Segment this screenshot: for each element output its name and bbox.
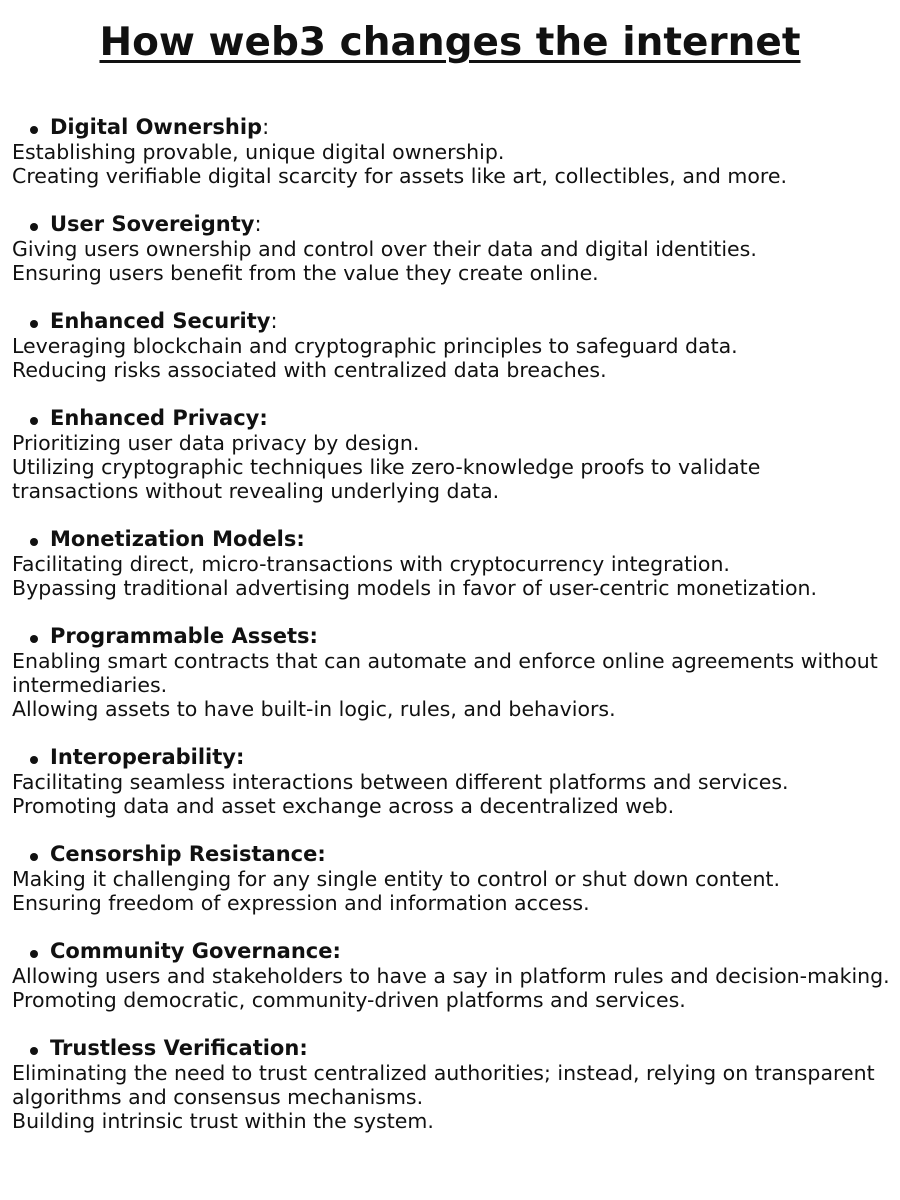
section-programmable-assets — [12, 624, 892, 721]
section-heading — [12, 842, 892, 867]
section-line: Enabling smart contracts that can automate and enforce online agreements without intermediaries. — [12, 649, 878, 697]
section-heading-suffix: : — [262, 115, 270, 139]
section-heading-text: Enhanced Security — [50, 309, 271, 333]
section-heading-text: User Sovereignty — [50, 212, 255, 236]
section-user-sovereignty — [12, 212, 892, 285]
section-line: Promoting democratic, community-driven platforms and services. — [12, 988, 686, 1012]
section-enhanced-privacy — [12, 406, 892, 503]
section-line: Ensuring users benefit from the value they create online. — [12, 261, 599, 285]
section-censorship-resistance — [12, 842, 892, 915]
bullet-icon — [30, 950, 38, 958]
section-line: Eliminating the need to trust centralized authorities; instead, relying on transparent algorithms and consensus mechanisms. — [12, 1061, 875, 1109]
section-heading — [12, 115, 892, 140]
section-heading — [12, 624, 892, 649]
bullet-icon — [30, 853, 38, 861]
section-heading-text: Digital Ownership — [50, 115, 263, 139]
page-title: How web3 changes the internet — [99, 20, 801, 65]
section-line: Facilitating seamless interactions between different platforms and services. — [12, 770, 789, 794]
section-enhanced-security — [12, 309, 892, 382]
bullet-icon — [30, 126, 38, 134]
section-line: Promoting data and asset exchange across a decentralized web. — [12, 794, 675, 818]
bullet-icon — [30, 417, 38, 425]
section-heading — [12, 939, 892, 964]
section-line: Prioritizing user data privacy by design. — [12, 431, 420, 455]
bullet-icon — [30, 223, 38, 231]
section-line: Giving users ownership and control over their data and digital identities. — [12, 237, 757, 261]
section-line: Ensuring freedom of expression and information access. — [12, 891, 590, 915]
section-heading — [12, 406, 892, 431]
section-line: Building intrinsic trust within the system. — [12, 1109, 434, 1133]
section-line: Leveraging blockchain and cryptographic principles to safeguard data. — [12, 334, 738, 358]
section-heading — [12, 309, 892, 334]
section-line: Facilitating direct, micro-transactions with cryptocurrency integration. — [12, 552, 730, 576]
section-heading-text: Community Governance: — [50, 939, 341, 963]
section-line: Making it challenging for any single entity to control or shut down content. — [12, 867, 780, 891]
bullet-icon — [30, 635, 38, 643]
bullet-icon — [30, 320, 38, 328]
section-heading-text: Programmable Assets: — [50, 624, 318, 648]
section-line: Reducing risks associated with centralized data breaches. — [12, 358, 607, 382]
section-heading — [12, 527, 892, 552]
bullet-icon — [30, 756, 38, 764]
section-heading-text: Enhanced Privacy: — [50, 406, 268, 430]
section-line: Allowing users and stakeholders to have a say in platform rules and decision-making. — [12, 964, 890, 988]
section-heading — [12, 212, 892, 237]
section-line: Allowing assets to have built-in logic, rules, and behaviors. — [12, 697, 616, 721]
section-line: Establishing provable, unique digital ownership. — [12, 140, 505, 164]
section-heading-text: Monetization Models: — [50, 527, 305, 551]
section-heading-text: Censorship Resistance: — [50, 842, 326, 866]
section-community-governance — [12, 939, 892, 1012]
section-line: Utilizing cryptographic techniques like zero-knowledge proofs to validate transactions without revealing underlying data. — [12, 455, 761, 503]
section-list — [12, 115, 892, 1157]
section-heading — [12, 1036, 892, 1061]
section-heading-suffix: : — [254, 212, 262, 236]
bullet-icon — [30, 538, 38, 546]
section-line: Bypassing traditional advertising models in favor of user-centric monetization. — [12, 576, 817, 600]
section-line: Creating verifiable digital scarcity for assets like art, collectibles, and more. — [12, 164, 788, 188]
section-trustless-verification — [12, 1036, 892, 1133]
section-heading — [12, 745, 892, 770]
section-heading-text: Trustless Verification: — [50, 1036, 308, 1060]
section-heading-suffix: : — [270, 309, 278, 333]
section-digital-ownership — [12, 115, 892, 188]
section-interoperability — [12, 745, 892, 818]
bullet-icon — [30, 1047, 38, 1055]
section-monetization-models — [12, 527, 892, 600]
section-heading-text: Interoperability: — [50, 745, 245, 769]
